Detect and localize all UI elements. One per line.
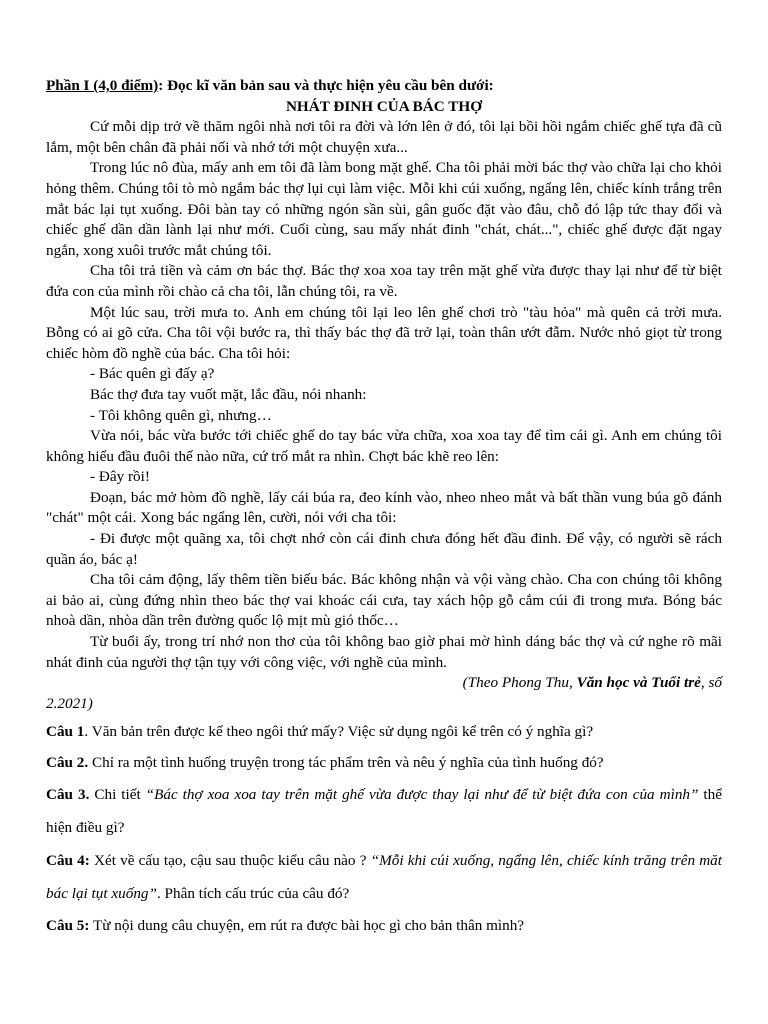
question-2 [46,747,722,778]
story-paragraph: Bác thợ đưa tay vuốt mặt, lắc đầu, nói nhanh: [90,385,367,403]
question-text: Từ nội dung câu chuyện, em rút ra được bài học gì cho bản thân mình? [89,917,525,935]
source-author: Phong Thu [501,674,569,692]
story-paragraph: Đoạn, bác mở hòm đồ nghề, lấy cái búa ra, đeo kính vào, nheo nheo mắt và bất thần vung búa gõ đánh "chát" một cái. Xong bác ngẩng lên, cười, nói với cha tôi: [46,488,722,527]
section-label: Phần I (4,0 điểm) [46,77,159,94]
section-heading [46,76,722,97]
source-suffix: , số [700,674,722,692]
question-text: Xét về cấu tạo, cậu sau thuộc kiểu câu nào ? [89,852,371,870]
question-text-end: . Phân tích cấu trúc của câu đó? [156,885,350,903]
source-separator: , [568,674,577,692]
dialogue-line: - Tôi không quên gì, nhưng… [90,406,272,424]
story-paragraph: Một lúc sau, trời mưa to. Anh em chúng tôi lại leo lên ghế chơi trò "tàu hỏa" mà quên cả trời mưa. Bỗng có ai gõ cửa. Cha tôi vội bước ra, thì thấy bác thợ đã trở lại, toàn thân ướt đẫm. Nước nhỏ giọt từ trong chiếc hòm đồ nghề của bác. Cha tôi hỏi: [46,303,722,362]
question-label: Câu 3. [46,786,90,804]
question-label: Câu 2. [46,754,89,772]
source-prefix: (Theo [462,674,502,692]
question-quote: “Bác thợ xoa xoa tay trên mặt ghế vừa được thay lại như để từ biệt đứa con của mình” [145,786,699,804]
question-label: Câu 5: [46,917,90,935]
story-paragraph: Cứ mỗi dịp trở về thăm ngôi nhà nơi tôi ra đời và lớn lên ở đó, tôi lại bồi hồi ngắm chiếc ghế tựa đã cũ lắm, một bên chân đã phải nối và nhớ tới một chuyện xưa... [46,118,722,156]
question-label: Câu 4: [46,852,90,870]
question-4 [46,844,722,910]
story-paragraph: Từ buổi ấy, trong trí nhớ non thơ của tôi không bao giờ phai mờ hình dáng bác thợ và cứ nghe rõ mãi nhát đinh của người thợ tận tụy với công việc, với nghề của mình. [46,633,722,671]
question-text: Chi tiết [89,786,146,804]
question-3 [46,778,722,844]
dialogue-line: - Đây rồi! [90,468,150,486]
source-publication: Văn học và Tuổi trẻ [576,674,701,692]
dialogue-line: - Đi được một quãng xa, tôi chợt nhớ còn cái đinh chưa đóng hết đầu đinh. Để vậy, có người sẽ rách quần áo, bác ạ! [46,530,722,568]
story-paragraph: Cha tôi cảm động, lấy thêm tiền biếu bác. Bác không nhận và vội vàng chào. Cha con chúng tôi không ai bảo ai, cùng đứng nhìn theo bác thợ vai khoác cái cưa, tay xách hộp gỗ cắm cúi đi trong mưa. Bóng bác nhoà dần, nhòa dần trên đường quốc lộ mịt mù gió thốc… [46,571,722,630]
story-paragraph: Vừa nói, bác vừa bước tới chiếc ghế do tay bác vừa chữa, xoa xoa tay để tìm cái gì. Anh em chúng tôi không hiểu đầu đuôi thế nào nữa, cứ trố mắt ra nhìn. Chợt bác khẽ reo lên: [46,427,722,465]
source-citation [46,673,722,694]
document-page [46,76,722,941]
dialogue-line: - Bác quên gì đấy ạ? [90,365,215,383]
question-quote: “Mỗi khi cúi xuống, ngẩng lên, chiếc kính trăng trên măt bác lại tụt xuống” [46,852,722,903]
question-5 [46,910,722,941]
question-1 [46,716,722,747]
story-title: NHÁT ĐINH CỦA BÁC THỢ [285,97,483,115]
source-date: 2.2021) [46,694,93,712]
section-instruction: : Đọc kĩ văn bản sau và thực hiện yêu cầu bên dưới: [158,77,494,94]
question-label: Câu 1 [46,723,85,741]
question-text: . Văn bản trên được kể theo ngôi thứ mấy? Việc sử dụng ngôi kể trên có ý nghĩa gì? [84,723,594,741]
question-text: Chỉ ra một tình huống truyện trong tác phẩm trên và nêu ý nghĩa của tình huống đó? [88,754,604,772]
story-paragraph: Cha tôi trả tiền và cảm ơn bác thợ. Bác thợ xoa xoa tay trên mặt ghế vừa được thay lại như để từ biệt đứa con của mình rồi chào cả cha tôi, lẫn chúng tôi, ra về. [46,262,722,300]
question-text-end: thể hiện điều gì? [46,786,722,837]
story-paragraph: Trong lúc nô đùa, mấy anh em tôi đã làm bong mặt ghế. Cha tôi phải mời bác thợ vào chữa lại cho khỏi hỏng thêm. Chúng tôi tò mò ngắm bác thợ lụi cụi làm việc. Mỗi khi cúi xuống, ngẩng lên, chiếc kính trắng trên mắt bác lại tụt xuống. Đôi bàn tay có những ngón sần sùi, gân guốc đặt vào đâu, chỗ đó lập tức thay đổi và chiếc ghế dần dần lành lại như mới. Cuối cùng, sau mấy nhát đinh "chát, chát...", chiếc ghế được đặt ngay ngắn, xong xuôi trước mắt chúng tôi. [46,159,722,259]
